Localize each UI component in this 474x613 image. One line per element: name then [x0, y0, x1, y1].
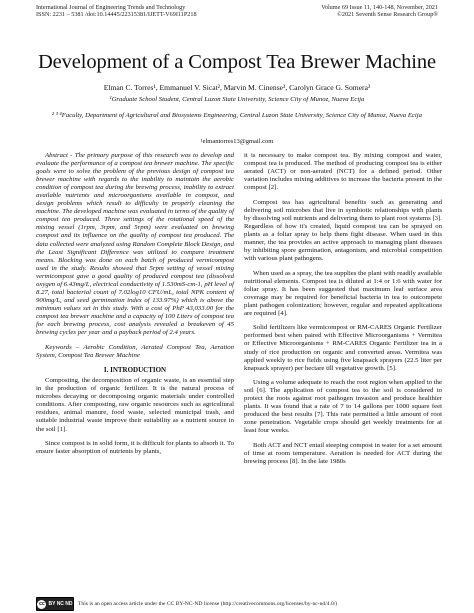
section-heading-introduction: I. INTRODUCTION	[103, 366, 167, 375]
journal-name: International Journal of Engineering Trends and Technology	[36, 4, 186, 11]
affiliation-2: ² ³ ⁴Faculty, Department of Agricultural and Biosystems Engineering, Central Luzon State University, Science City of Munoz, Nueva Ecija	[52, 112, 422, 119]
author-list: Elman C. Torres¹, Emmanuel V. Sicat², Marvin M. Cinense³, Carolyn Grace G. Somera³	[103, 83, 371, 92]
cc-icon: cc	[39, 601, 45, 607]
left-column	[36, 152, 234, 463]
copyright: ©2021 Seventh Sense Research Group®	[337, 11, 438, 19]
body-paragraph: it is necessary to make compost tea. By mixing compost and water, compost tea is produced. The method of producing compost tea is either aerated (ACT) or non-aerated (NCT) for a defined period. Other variation includes mixing additives to increase the bacteria present in the compost [2].	[244, 152, 442, 192]
abstract: Abstract - The primary purpose of this research was to develop and evaluate the performance of a compost tea brewer machine. The specific goals were to solve the problem of the previous design of compost tea brewer machine with regards to the inability to maintain the aerobic condition of compost tea during the brewing process, inability to extract available nutrients and microorganisms available in compost, and design problems which result to difficulty in properly cleaning the machine. The developed machine was evaluated in terms of the quality of compost tea produced. Three settings of the rotational speed of the mixing vessel (1rpm, 3rpm, and 5rpm) were evaluated on brewing compost and its influence on the quality of compost tea produced. The data collected were analyzed using Random Complete Block Design, and the Least Significant Difference was utilized to compare treatment means. Blocking was done on each batch of produced vermicompost used in the study. Results showed that 5rpm setting of vessel mixing vermicompost gave a good quality of produced compost tea (dissolved oxygen of 6.43mg/L, electrical conductivity of 1.530mS-cm-1, pH level of 8.27, total bacterial count of 7.02log10 CFU/mL, total NPK content of 900mg/L, and seed germination index of 133.97%) which is above the minimum values set in this study. With a cost of PhP 43,033.00 for the compost tea brewer machine and a capacity of 100 Liters of compost tea for each brewing process, cost analysis revealed a breakeven of 45 brewing cycles per year and a payback period of 2.4 years.	[36, 152, 234, 337]
running-header-left	[36, 4, 197, 19]
body-paragraph: Solid fertilizers like vermicompost or RM-CARES Organic Fertilizer performed best when paired with Effective Microorganisms + Vermitea or Effective Microorganisms + RM-CARES Organic Fertilizer tea in a study of rice production on organic and converted areas. Vermitea was applied weekly to rice fields using five knapsack sprayers (22.5 liter per knapsack sprayer) per hectare till vegetative growth. [5].	[244, 324, 442, 372]
author-email: ¹elmantorres13@gmail.com	[200, 138, 274, 145]
body-paragraph: Composting, the decomposition of organic waste, is an essential step in the production of organic fertilizer. It is the natural process of microbes decaying or decomposing organic materials under controlled conditions. After composting, raw organic resources such as agricultural residues, animal manure, food waste, selected municipal trash, and suitable industrial waste improve their suitability as a nutrient source in the soil [1].	[36, 377, 234, 433]
creative-commons-badge[interactable]	[36, 597, 74, 611]
license-footer	[36, 597, 337, 611]
body-paragraph: Using a volume adequate to reach the root region when applied to the soil [6]. The application of compost tea to the soil is considered to protect the roots against root pathogen invasion and produce healthier plants. It was found that a rate of 7 to 14 gallons per 1000 square feet produced the best results [7]. This rate permitted a little amount of root zone penetration. Vegetable crops should get weekly treatments for at least four weeks.	[244, 379, 442, 435]
body-paragraph: Both ACT and NCT entail steeping compost in water for a set amount of time at room temperature. Aeration is needed for ACT during the brewing process [8]. In the late 1980s	[244, 442, 442, 466]
paper-title: Development of a Compost Tea Brewer Machine	[37, 51, 437, 73]
affiliation-1: ¹Graduate School Student, Central Luzon State University, Science City of Munoz, Nueva Ecija	[109, 96, 365, 103]
right-column	[244, 152, 442, 473]
body-paragraph: Since compost is in solid form, it is difficult for plants to absorb it. To ensure faster absorption of nutrients by plants,	[36, 440, 234, 456]
issn-doi: ISSN: 2231 – 5381 /doi:10.14445/22315381/IJETT-V69I11P218	[36, 11, 197, 19]
body-paragraph: When used as a spray, the tea supplies the plant with readily available nutritional elements. Compost tea is diluted at 1:4 or 1:6 with water for foliar spray. It has been suggested that maximum leaf surface area coverage may be required for beneficial bacteria in tea to outcompete plant pathogen colonization; however, regular and repeated applications are required [4].	[244, 269, 442, 317]
body-paragraph: Compost tea has agricultural benefits such as generating and delivering soil microbes that live in symbiotic relationships with plants by dissolving soil nutrients and delivering them to plant root systems [3]. Regardless of how it's created, liquid compost tea can be sprayed on plants as a foliar spray to help them fight disease. When used in this manner, the tea provides an active approach to managing plant diseases by inhibiting spore germination, antagonism, and microbial competition with various plant pathogens.	[244, 198, 442, 263]
license-text[interactable]: This is an open access article under the CC BY-NC-ND license (http://creativecommons.org/licenses/by-nc-nd/4.0/)	[78, 601, 338, 607]
keywords: Keywords – Aerobic Condition, Aerated Compost Tea, Aeration System, Compost Tea Brewer Machine	[36, 343, 234, 359]
volume-info: Volume 69 Issue 11, 140-148, November, 2021	[321, 4, 438, 11]
running-header-right	[321, 4, 438, 19]
license-badge-text: BY NC ND	[48, 601, 73, 607]
